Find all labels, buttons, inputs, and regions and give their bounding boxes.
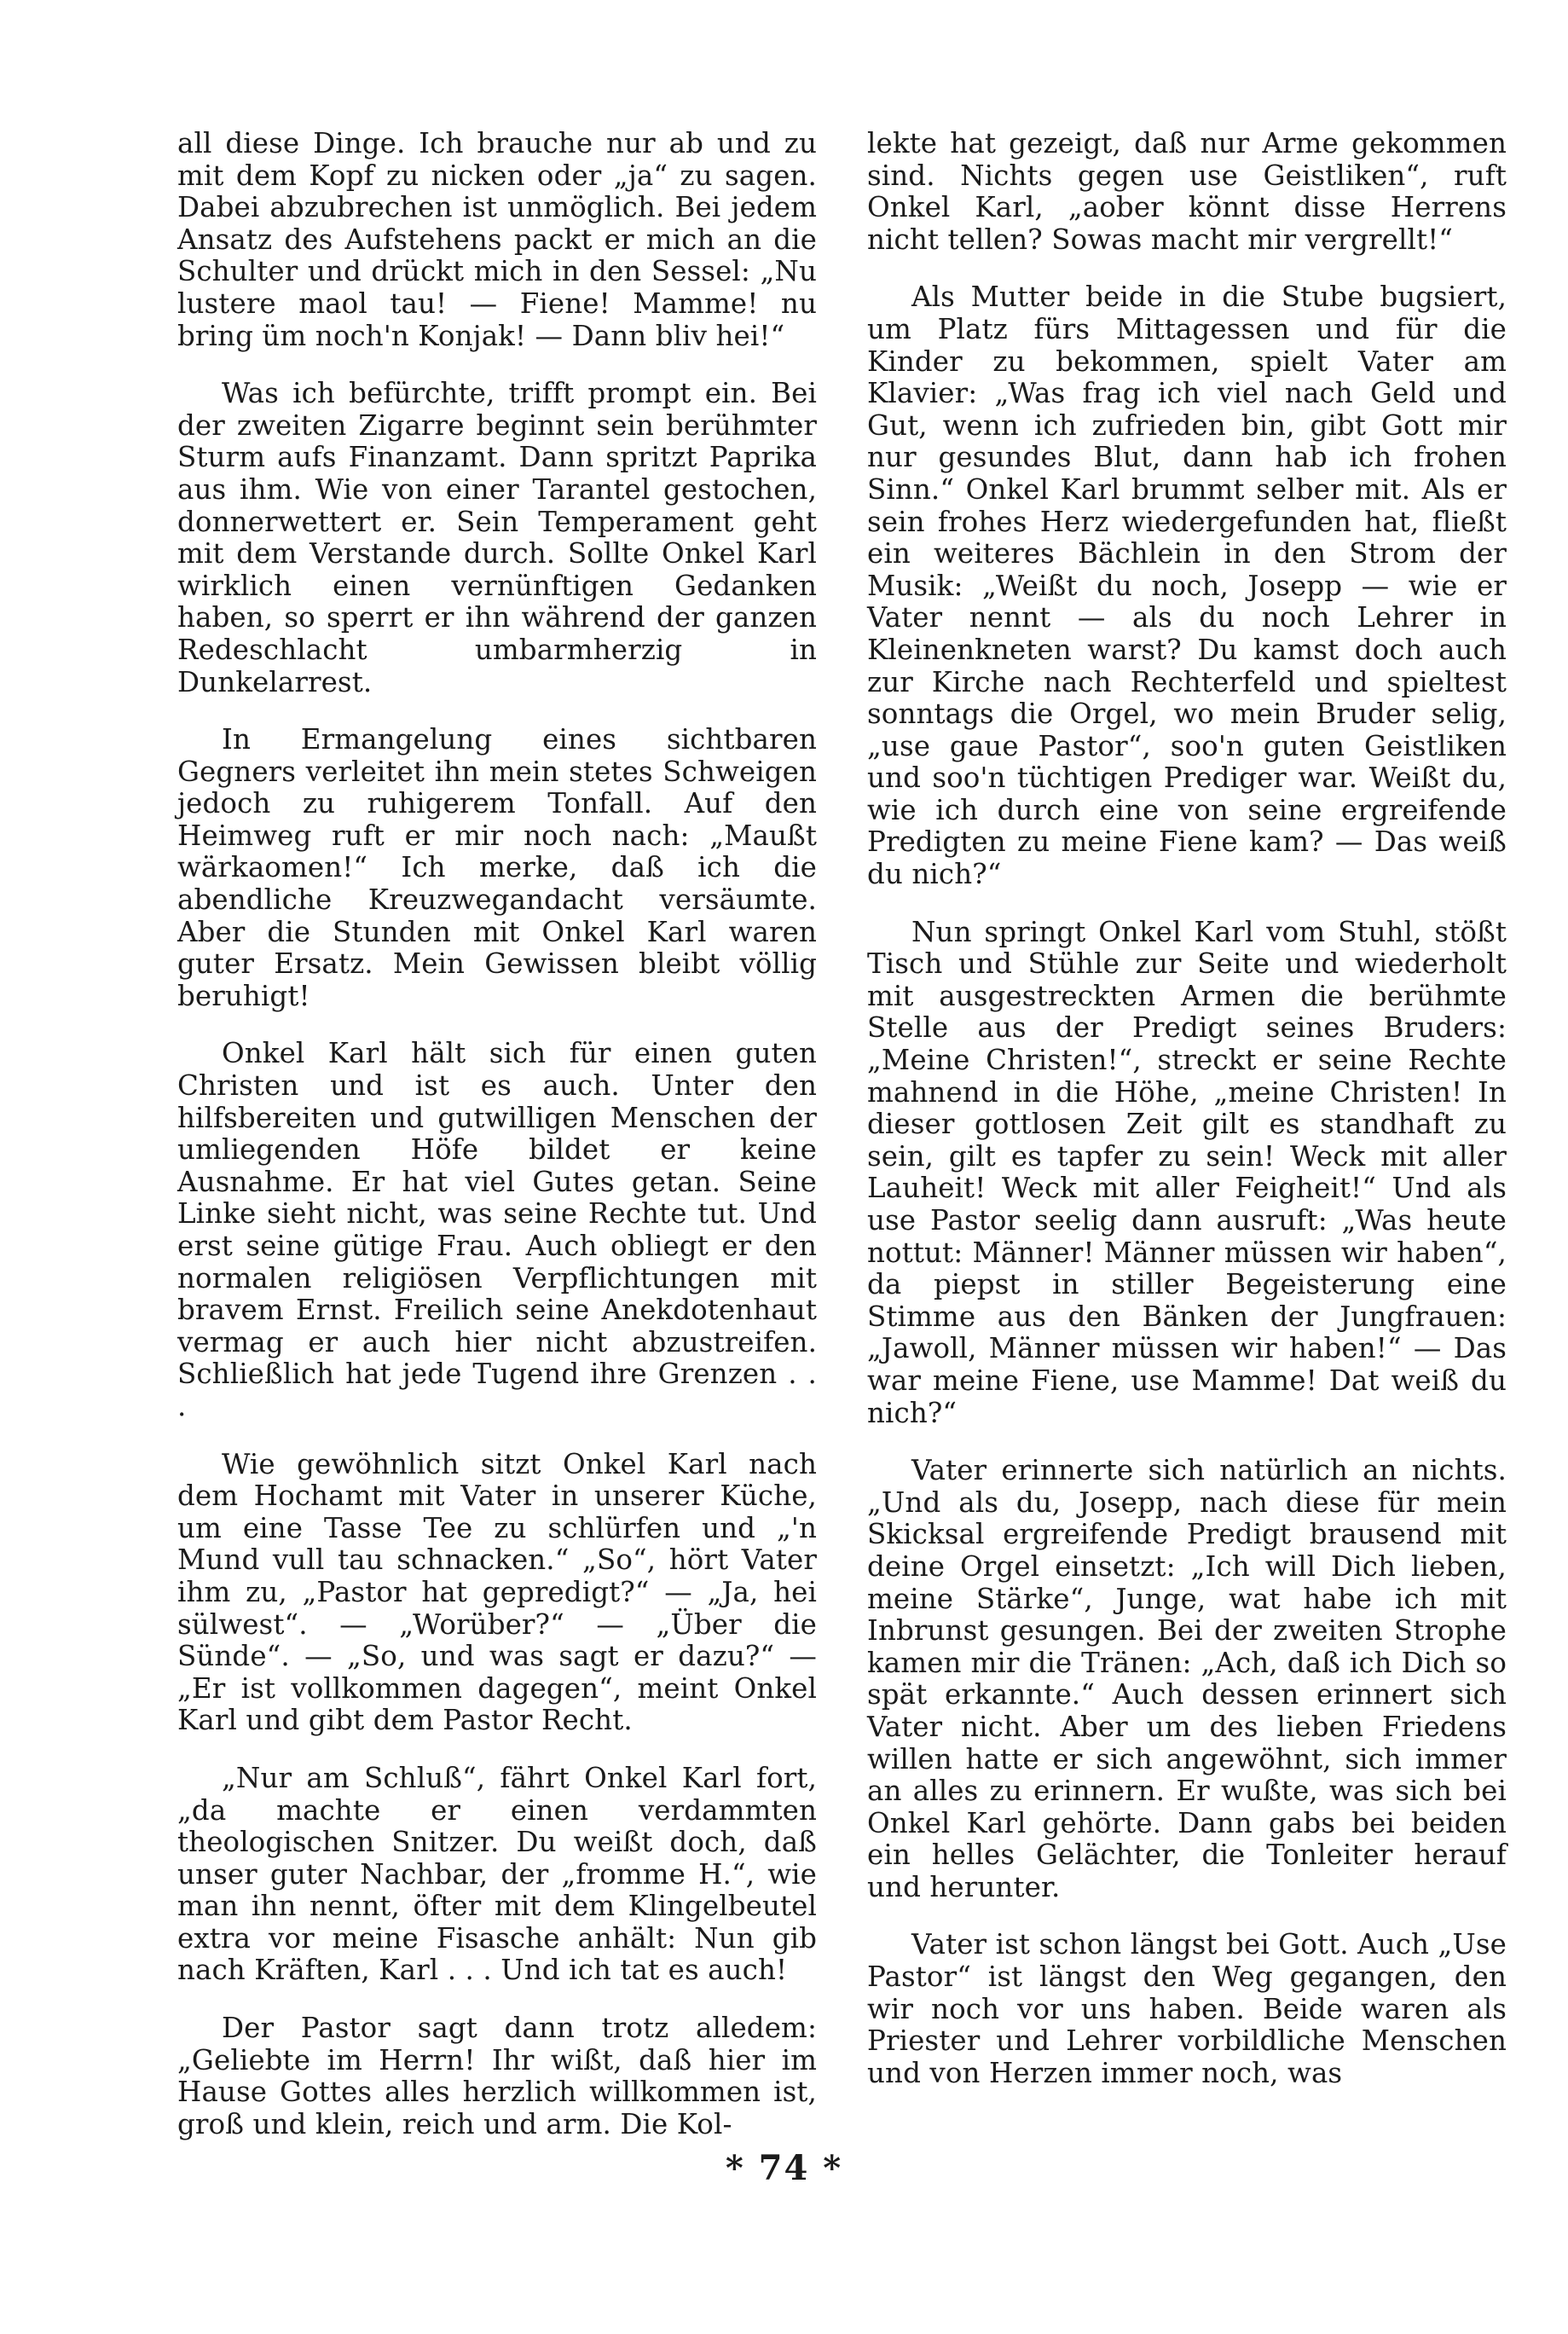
paragraph: Wie gewöhnlich sitzt Onkel Karl nach dem Hochamt mit Vater in unserer Küche, um eine Tasse Tee zu schlürfen und „'n Mund vull tau schnacken.“ „So“, hört Vater ihm zu, „Pastor hat gepredigt?“ — „Ja, hei sülwest“. — „Worüber?“ — „Über die Sünde“. — „So, und was sagt er dazu?“ — „Er ist vollkommen dagegen“, meint Onkel Karl und gibt dem Pastor Recht. — [177, 1447, 817, 1737]
paragraph: In Ermangelung eines sichtbaren Gegners verleitet ihn mein stetes Schweigen jedoch zu ruhigerem Tonfall. Auf den Heimweg ruft er mir noch nach: „Maußt wärkaomen!“ Ich merke, daß ich die abendliche Kreuzwegandacht versäumte. Aber die Stunden mit Onkel Karl waren guter Ersatz. Mein Gewissen bleibt völlig beruhigt! — [177, 723, 817, 1012]
paragraph: „Nur am Schluß“, fährt Onkel Karl fort, „da machte er einen verdammten theologischen Snitzer. Du weißt doch, daß unser guter Nachbar, der „fromme H.“, wie man ihn nennt, öfter mit dem Klingelbeutel extra vor meine Fisasche anhält: Nun gib nach Kräften, Karl . . . Und ich tat es auch! — [177, 1761, 817, 1987]
left-text-column — [177, 128, 817, 2166]
paragraph: Nun springt Onkel Karl vom Stuhl, stößt Tisch und Stühle zur Seite und wiederholt mit ausgestreckten Armen die berühmte Stelle aus der Predigt seines Bruders: „Meine Christen!“, streckt er seine Rechte mahnend in die Höhe, „meine Christen! In dieser gottlosen Zeit gilt es standhaft zu sein, gilt es tapfer zu sein! Weck mit aller Lauheit! Weck mit aller Feigheit!“ Und als use Pastor seelig dann ausruft: „Was heute nottut: Männer! Männer müssen wir haben“, da piepst in stiller Begeisterung eine Stimme aus den Bänken der Jungfrauen: „Jawoll, Männer müssen wir haben!“ — Das war meine Fiene, use Mamme! Dat weiß du nich?“ — [867, 915, 1507, 1429]
paragraph: Was ich befürchte, trifft prompt ein. Bei der zweiten Zigarre beginnt sein berühmter Sturm aufs Finanzamt. Dann spritzt Paprika aus ihm. Wie von einer Tarantel gestochen, donnerwettert er. Sein Temperament geht mit dem Verstande durch. Sollte Onkel Karl wirklich einen vernünftigen Gedanken haben, so sperrt er ihn während der ganzen Redeschlacht umbarmherzig in Dunkelarrest. — [177, 377, 817, 698]
paragraph: all diese Dinge. Ich brauche nur ab und zu mit dem Kopf zu nicken oder „ja“ zu sagen. Dabei abzubrechen ist unmöglich. Bei jedem Ansatz des Aufstehens packt er mich an die Schulter und drückt mich in den Sessel: „Nu lustere maol tau! — Fiene! Mamme! nu bring üm noch'n Konjak! — Dann bliv hei!“ — [177, 127, 817, 352]
paragraph: Als Mutter beide in die Stube bugsiert, um Platz fürs Mittagessen und für die Kinder zu bekommen, spielt Vater am Klavier: „Was frag ich viel nach Geld und Gut, wenn ich zufrieden bin, gibt Gott mir nur gesundes Blut, dann hab ich frohen Sinn.“ Onkel Karl brummt selber mit. Als er sein frohes Herz wiedergefunden hat, fließt ein weiteres Bächlein in den Strom der Musik: „Weißt du noch, Josepp — wie er Vater nennt — als du noch Lehrer in Kleinenkneten warst? Du kamst doch auch zur Kirche nach Rechterfeld und spieltest sonntags die Orgel, wo mein Bruder selig, „use gaue Pastor“, soo'n guten Geistliken und soo'n tüchtigen Prediger war. Weißt du, wie ich durch eine von seine ergreifende Predigten zu meine Fiene kam? — Das weiß du nich?“ — [867, 281, 1507, 891]
right-text-column — [867, 128, 1507, 2115]
paragraph: Der Pastor sagt dann trotz alledem: „Geliebte im Herrn! Ihr wißt, daß hier im Hause Gottes alles herzlich willkommen ist, groß und klein, reich und arm. Die Kol- — [177, 2012, 817, 2140]
paragraph: Vater ist schon längst bei Gott. Auch „Use Pastor“ ist längst den Weg gegangen, den wir noch vor uns haben. Beide waren als Priester und Lehrer vorbildliche Menschen und von Herzen immer noch, was — [867, 1928, 1507, 2089]
paragraph: Vater erinnerte sich natürlich an nichts. „Und als du, Josepp, nach diese für mein Skicksal ergreifende Predigt brausend mit deine Orgel einsetzt: „Ich will Dich lieben, meine Stärke“, Junge, wat habe ich mit Inbrunst gesungen. Bei der zweiten Strophe kamen mir die Tränen: „Ach, daß ich Dich so spät erkannte.“ Auch dessen erinnert sich Vater nicht. Aber um des lieben Friedens willen hatte er sich angewöhnt, sich immer an alles zu erinnern. Er wußte, was sich bei Onkel Karl gehörte. Dann gabs bei beiden ein helles Gelächter, die Tonleiter herauf und herunter. — [867, 1454, 1507, 1903]
paragraph: lekte hat gezeigt, daß nur Arme gekommen sind. Nichts gegen use Geistliken“, ruft Onkel Karl, „aober könnt disse Herrens nicht tellen? Sowas macht mir vergrellt!“ — [867, 127, 1507, 256]
page-number: * 74 * — [725, 2148, 843, 2188]
paragraph: Onkel Karl hält sich für einen guten Christen und ist es auch. Unter den hilfsbereiten und gutwilligen Menschen der umliegenden Höfe bildet er keine Ausnahme. Er hat viel Gutes getan. Seine Linke sieht nicht, was seine Rechte tut. Und erst seine gütige Frau. Auch obliegt er den normalen religiösen Verpflichtungen mit bravem Ernst. Freilich seine Anekdotenhaut vermag er auch hier nicht abzustreifen. Schließlich hat jede Tugend ihre Grenzen . . . — [177, 1037, 817, 1422]
